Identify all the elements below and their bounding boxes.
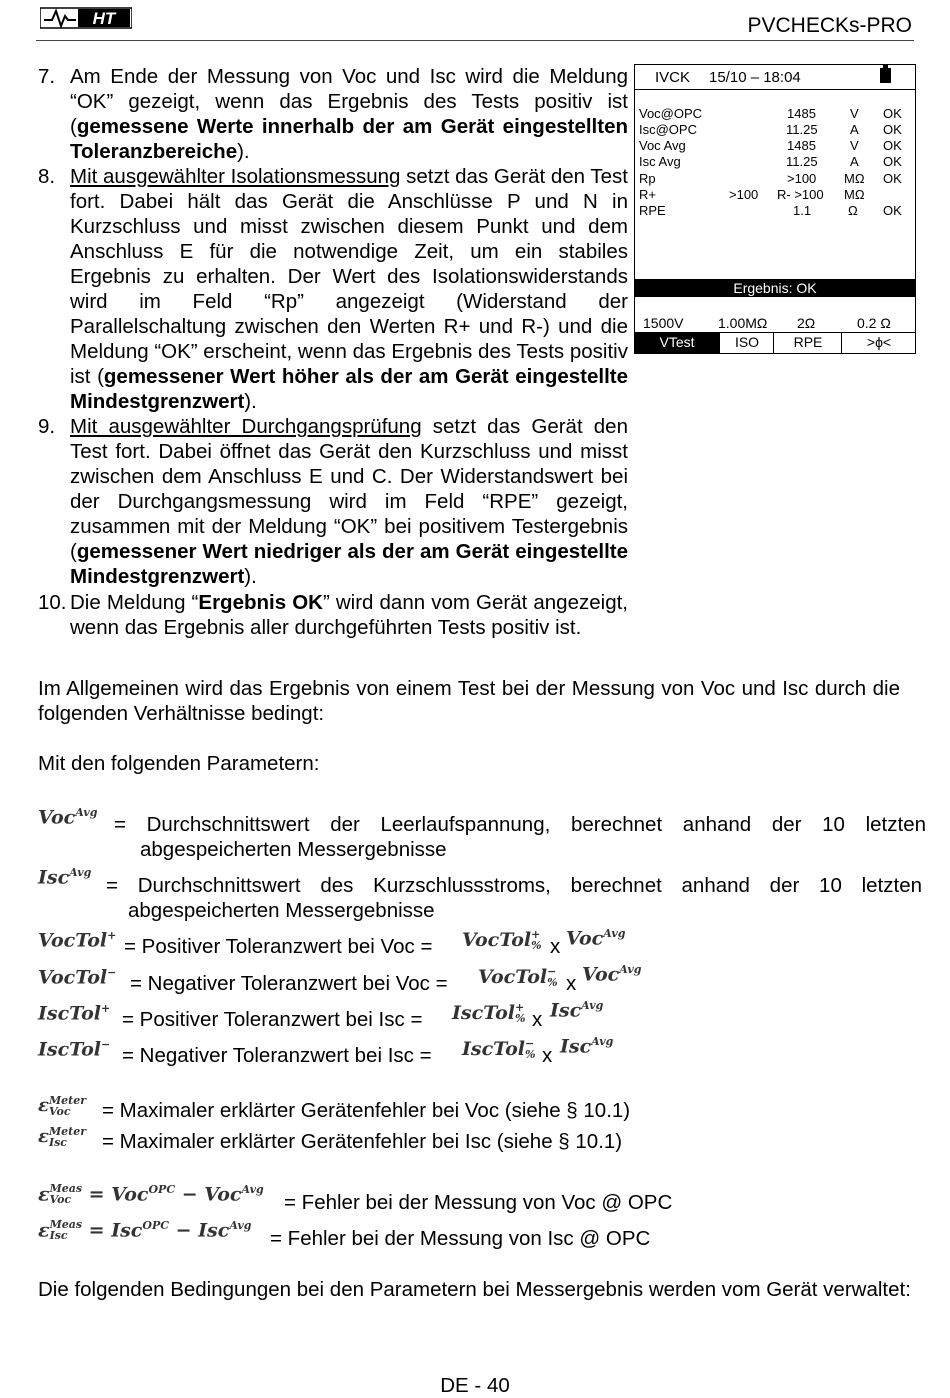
row-status: OK: [883, 138, 902, 153]
item-seg: ” wird dann vom Gerät angezeigt, wenn das Ergebnis aller durchgeführten Tests positiv ist.: [70, 591, 628, 639]
item-seg-underline: Mit ausgewählter Isolationsmessung: [70, 165, 401, 188]
symbol-voctol-pct-pos: VocTol+ %: [462, 928, 542, 952]
row-label: RPE: [639, 203, 666, 218]
symbol-voctol-pos: VocTol+: [38, 929, 117, 952]
times-sign: x: [542, 1044, 553, 1067]
times-sign: x: [532, 1008, 543, 1031]
item-seg-bold: Ergebnis OK: [198, 591, 323, 614]
definition-meas-isc: = Fehler bei der Messung von Isc @ OPC: [270, 1227, 651, 1250]
item-number: 7.: [38, 65, 56, 88]
item-text: [70, 414, 628, 589]
row-status: OK: [883, 122, 902, 137]
row-value: 1485: [787, 106, 816, 121]
row-unit: Ω: [848, 203, 858, 218]
paragraph: Im Allgemeinen wird das Ergebnis von einem Test bei der Messung von Voc und Isc durch die folgenden Verhältnisse bedingt:: [38, 677, 900, 725]
times-sign: x: [550, 935, 561, 958]
item-seg-bold: gemessener Wert niedriger als der am Gerät eingestellte Mindestgrenzwert: [70, 540, 628, 588]
formula-eps-meas-voc: εMeas Voc = Voc$^{OPC}$ − Voc$^{Avg}$: [38, 1182, 264, 1206]
header-divider: [36, 40, 914, 41]
symbol-isc-avg: Isc$^{Avg}$: [38, 866, 92, 889]
list-item: [38, 590, 628, 640]
symbol-voctol-pct-neg: VocTol− %: [478, 965, 558, 989]
symbol-isctol-neg: IscTol−: [38, 1038, 111, 1061]
symbol-eps-meter-voc: εMeter Voc: [38, 1094, 87, 1118]
item-seg: setzt das Gerät den Test fort. Dabei hält das Gerät die Anschlüsse P und N in Kurzschluss und misst zwischen diesem Punkt und dem Anschluss E für die notwendige Zeit, um ein stabiles Ergebnis zu erhalten. Der Wert des Isolationswiderstands wird im Feld “Rp” angezeigt (Widerstand der Parallelschaltung zwischen den Werten R+ und R-) und die Meldung “OK” erscheint, wenn das Ergebnis des Tests positiv ist (: [70, 165, 628, 388]
times-sign: x: [566, 972, 577, 995]
paragraph: Die folgenden Bedingungen bei den Parametern bei Messergebnis werden vom Gerät verwaltet:: [38, 1278, 911, 1301]
row-status: OK: [883, 154, 902, 169]
symbol-isctol-pct-neg: IscTol− %: [462, 1037, 536, 1061]
definition-voctol-pos: = Positiver Toleranzwert bei Voc =: [124, 935, 433, 958]
lcd-row: [635, 138, 915, 154]
value-rpe: 2Ω: [797, 315, 816, 331]
row-unit: MΩ: [844, 187, 865, 202]
lcd-row: [635, 122, 915, 138]
row-label: R+: [639, 187, 656, 202]
row-unit: V: [850, 138, 859, 153]
list-item: [38, 164, 628, 414]
row-status: OK: [883, 106, 902, 121]
row-value: >100: [787, 171, 817, 186]
symbol-voc-avg: Voc$^{Avg}$: [38, 806, 98, 829]
page-number: DE - 40: [440, 1374, 510, 1397]
symbol-isctol-pct-pos: IscTol+ %: [452, 1001, 526, 1025]
item-number: 10.: [38, 591, 67, 614]
definition-voc-avg: = Durchschnittswert der Leerlaufspannung, berechnet anhand der 10 letzten abgespeicherten Messergebnisse: [114, 813, 926, 861]
symbol-isc-avg: Isc$^{Avg}$: [550, 999, 604, 1022]
item-seg: ).: [244, 565, 257, 588]
symbol-isctol-pos: IscTol+: [38, 1002, 111, 1025]
definition-isc-avg: = Durchschnittswert des Kurzschlussstroms, berechnet anhand der 10 letzten abgespeicherten Messergebnisse: [106, 874, 922, 922]
row-unit: MΩ: [844, 171, 865, 186]
symbol-eps-meter-isc: εMeter Isc: [38, 1125, 87, 1149]
ht-logo: [40, 6, 132, 30]
item-seg-underline: Mit ausgewählter Durchgangsprüfung: [70, 415, 422, 438]
item-seg-bold: gemessener Wert höher als der am Gerät eingestellte Mindestgrenzwert: [70, 365, 628, 413]
item-number: 8.: [38, 165, 56, 188]
item-seg: setzt das Gerät den Test fort. Dabei öffnet das Gerät den Kurzschluss und misst zwischen dem Anschluss E und C. Der Widerstandswert bei der Durchgangsmessung wird im Feld “RPE” gezeigt, zusammen mit der Meldung “OK” bei positivem Testergebnis (: [70, 415, 628, 563]
tab-phi[interactable]: >ϕ<: [841, 333, 916, 353]
row-label: Isc Avg: [639, 154, 681, 169]
item-seg: Die Meldung “: [70, 591, 199, 614]
list-item: [38, 414, 628, 589]
item-seg: Am Ende der Messung von Voc und Isc wird die Meldung “OK” gezeigt, wenn das Ergebnis des Tests positiv ist (: [70, 65, 628, 138]
value-iso: 1.00MΩ: [718, 315, 768, 331]
row-status: OK: [883, 203, 902, 218]
value-vtest: 1500V: [643, 315, 684, 331]
lcd-header: [635, 65, 915, 90]
lcd-datetime: 15/10 – 18:04: [709, 69, 801, 86]
item-number: 9.: [38, 415, 56, 438]
row-label: Isc@OPC: [639, 122, 697, 137]
row-label: Voc@OPC: [639, 106, 703, 121]
row-value: 11.25: [786, 154, 818, 169]
tab-rpe[interactable]: RPE: [773, 333, 842, 353]
row-value: 11.25: [786, 122, 818, 137]
symbol-isc-avg: Isc$^{Avg}$: [560, 1035, 614, 1058]
paragraph: Mit den folgenden Parametern:: [38, 752, 320, 775]
item-seg: ).: [244, 390, 257, 413]
tab-iso[interactable]: ISO: [719, 333, 774, 353]
row-prefix: >100: [729, 187, 759, 202]
definition-isctol-neg: = Negativer Toleranzwert bei Isc =: [122, 1044, 432, 1067]
lcd-row: [635, 154, 915, 170]
row-label: Rp: [639, 171, 656, 186]
item-text: [70, 64, 628, 164]
lcd-row: [635, 203, 915, 219]
definition-meter-isc: = Maximaler erklärter Gerätenfehler bei Isc (siehe § 10.1): [102, 1130, 623, 1153]
tab-vtest[interactable]: VTest: [635, 333, 719, 353]
brand-text: HT: [92, 9, 116, 28]
lcd-row: [635, 171, 915, 187]
lcd-row: [635, 187, 915, 203]
definition-meter-voc: = Maximaler erklärter Gerätenfehler bei Voc (siehe § 10.1): [102, 1099, 631, 1122]
item-text: [70, 164, 628, 414]
definition-isctol-pos: = Positiver Toleranzwert bei Isc =: [122, 1008, 423, 1031]
row-status: OK: [883, 171, 902, 186]
symbol-voc-avg: Voc$^{Avg}$: [566, 927, 626, 950]
page-title: PVCHECKs-PRO: [747, 14, 912, 37]
row-label: Voc Avg: [639, 138, 686, 153]
value-phi: 0.2 Ω: [857, 315, 891, 331]
item-text: [70, 590, 628, 640]
definition-voctol-neg: = Negativer Toleranzwert bei Voc =: [130, 972, 448, 995]
row-unit: A: [850, 154, 859, 169]
item-seg-bold: gemessene Werte innerhalb der am Gerät eingestellten Toleranzbereiche: [70, 115, 628, 163]
row-unit: A: [850, 122, 859, 137]
row-value: 1.1: [793, 203, 812, 218]
item-seg: ).: [237, 140, 250, 163]
list-item: [38, 64, 628, 164]
lcd-settings-values: [635, 315, 915, 331]
row-value: R- >100: [777, 187, 824, 202]
lcd-mode: IVCK: [655, 69, 691, 86]
symbol-voctol-neg: VocTol−: [38, 966, 117, 989]
symbol-voc-avg: Voc$^{Avg}$: [582, 963, 642, 986]
lcd-result-bar: Ergebnis: OK: [635, 279, 915, 297]
lcd-tab-bar: [635, 332, 915, 353]
lcd-screen: [634, 64, 916, 354]
formula-eps-meas-isc: εMeas Isc = Isc$^{OPC}$ − Isc$^{Avg}$: [38, 1218, 252, 1242]
lcd-row: [635, 106, 915, 122]
row-value: 1485: [787, 138, 816, 153]
battery-icon: [880, 68, 891, 83]
row-unit: V: [850, 106, 859, 121]
definition-meas-voc: = Fehler bei der Messung von Voc @ OPC: [284, 1191, 673, 1214]
